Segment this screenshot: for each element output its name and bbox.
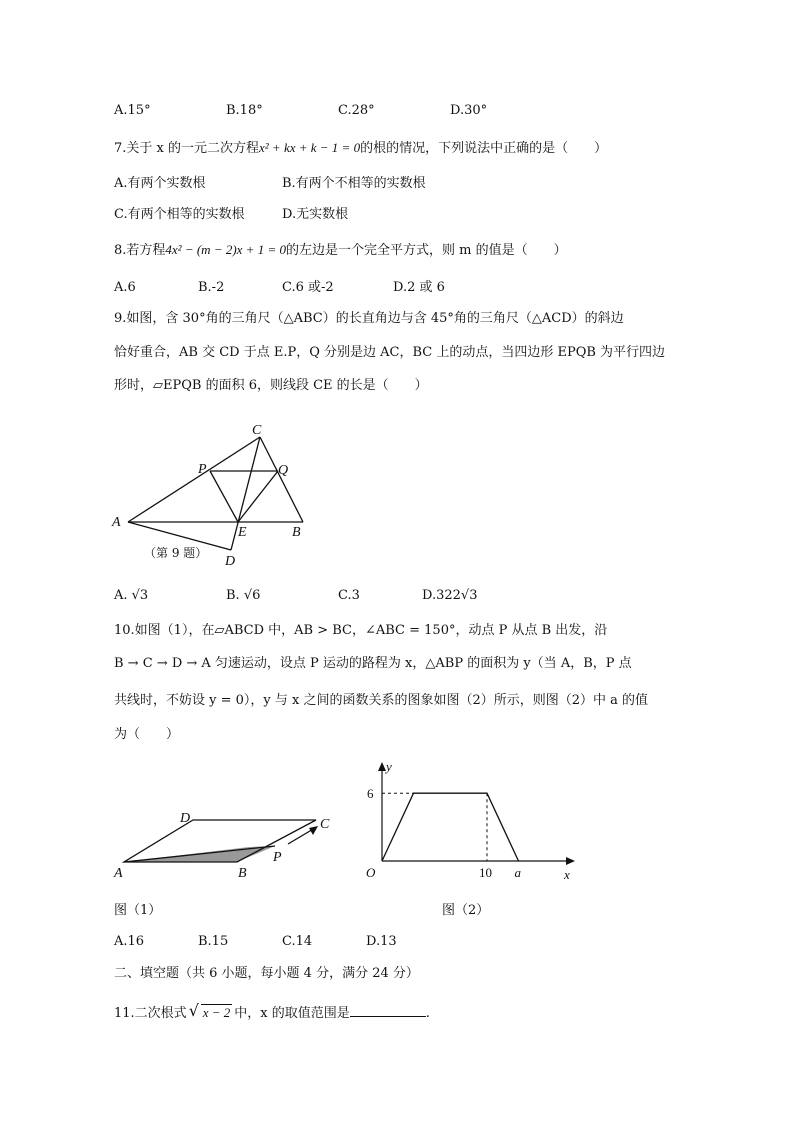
q7-stem-pre: 7.关于 x 的一元二次方程 [114, 141, 259, 156]
q10-fig2-caption: 图（2） [442, 903, 490, 918]
q9-label-c: C [252, 423, 262, 438]
q10-y-axis-arrow [378, 762, 386, 771]
q11-radical [188, 1001, 233, 1022]
q10-x-axis-arrow [566, 857, 575, 865]
q9-line-1: 9.如图，含 30°角的三角尺（△ABC）的长直角边与含 45°角的三角尺（△ACD）的斜边 [114, 311, 624, 326]
q6-option-c: C.28° [338, 103, 375, 118]
q9-option-b: B. √6 [226, 588, 261, 603]
q11-period: . [425, 1006, 430, 1021]
q9-segment-ac [128, 437, 260, 522]
q9-segment-qe [238, 471, 278, 522]
q7-option-b: B.有两个不相等的实数根 [282, 176, 426, 191]
q6-option-a: A.15° [114, 103, 151, 118]
q11-stem-post: 中，x 的取值范围是 [234, 1006, 350, 1021]
q10-fig1-caption: 图（1） [114, 903, 162, 918]
q10-line-3: 共线时，不妨设 y = 0），y 与 x 之间的函数关系的图象如图（2）所示，则图（2）中 a 的值 [114, 693, 649, 708]
q9-label-d: D [225, 554, 236, 569]
q10-option-d: D.13 [366, 934, 397, 949]
q10-x-tick-10: 10 [479, 865, 492, 880]
q10-fig1-label-b: B [238, 866, 247, 881]
q11-stem-pre: 11.二次根式 [114, 1006, 187, 1021]
q7-equation: x² + kx + k − 1 = 0 [259, 140, 361, 155]
q8-stem [114, 242, 567, 259]
q9-figure [108, 422, 318, 570]
q6-option-d: D.30° [450, 103, 488, 118]
q6-option-b: B.18° [226, 103, 263, 118]
q8-equation: 4x² − (m − 2)x + 1 = 0 [165, 242, 286, 257]
q10-option-b: B.15 [198, 934, 229, 949]
q10-fig1-label-c: C [320, 817, 330, 832]
q10-y-axis-label: y [386, 759, 392, 774]
q10-figure-1 [108, 800, 348, 885]
section-2-title: 二、填空题（共 6 小题，每小题 4 分，满分 24 分） [114, 966, 419, 981]
q10-origin-label: O [366, 865, 376, 880]
q9-segment-cb [260, 437, 303, 522]
q9-label-e: E [238, 525, 247, 540]
q10-fig1-label-p: P [273, 850, 282, 865]
q10-x-tick-a: a [514, 865, 521, 880]
q8-stem-pre: 8.若方程 [114, 243, 166, 258]
q10-fig1-label-a: A [114, 866, 123, 881]
q8-option-a: A.6 [114, 280, 136, 295]
q10-option-a: A.16 [114, 934, 145, 949]
q9-option-a: A. √3 [114, 588, 149, 603]
q10-x-axis-label: x [564, 867, 570, 882]
q7-option-c: C.有两个相等的实数根 [114, 207, 245, 222]
q9-line-3: 形时，▱EPQB 的面积 6，则线段 CE 的长是（ ） [114, 378, 428, 393]
q11-root-sign: √ [188, 1001, 199, 1020]
q10-figure-2 [360, 757, 585, 887]
q10-line-1: 10.如图（1），在▱ABCD 中，AB > BC，∠ABC = 150°，动点 P 从点 B 出发，沿 [114, 623, 608, 638]
q10-option-c: C.14 [282, 934, 313, 949]
q9-option-d: D.322√3 [422, 588, 478, 603]
q8-option-d: D.2 或 6 [393, 280, 445, 295]
q9-option-c: C.3 [338, 588, 360, 603]
q10-line-2: B → C → D → A 匀速运动，设点 P 运动的路程为 x，△ABP 的面积为 y（当 A，B，P 点 [114, 656, 632, 671]
q10-graph-line [382, 793, 519, 861]
q7-stem [114, 140, 607, 157]
q7-option-a: A.有两个实数根 [114, 176, 206, 191]
q10-line-4: 为（ ） [114, 727, 180, 742]
q9-label-q: Q [278, 463, 289, 478]
q11-radicand: x − 2 [202, 1005, 231, 1020]
q8-stem-post: 的左边是一个完全平方式，则 m 的值是（ ） [285, 243, 567, 258]
q9-segment-pe [210, 471, 238, 522]
q7-stem-post: 的根的情况，下列说法中正确的是（ ） [360, 141, 608, 156]
q10-y-tick-6: 6 [367, 786, 374, 802]
q7-option-d: D.无实数根 [282, 207, 349, 222]
q10-fig1-label-d: D [180, 811, 191, 826]
q9-caption: （第 9 题） [144, 546, 208, 560]
q11-stem [114, 1001, 430, 1022]
q8-option-c: C.6 或-2 [282, 280, 334, 295]
q8-option-b: B.-2 [198, 280, 225, 295]
q9-label-b: B [292, 525, 301, 540]
q9-label-a: A [112, 515, 121, 530]
q11-answer-blank[interactable] [350, 1004, 426, 1017]
q9-line-2: 恰好重合，AB 交 CD 于点 E.P，Q 分别是边 AC，BC 上的动点，当四边形 EPQB 为平行四边 [114, 345, 666, 360]
q9-label-p: P [198, 462, 207, 477]
